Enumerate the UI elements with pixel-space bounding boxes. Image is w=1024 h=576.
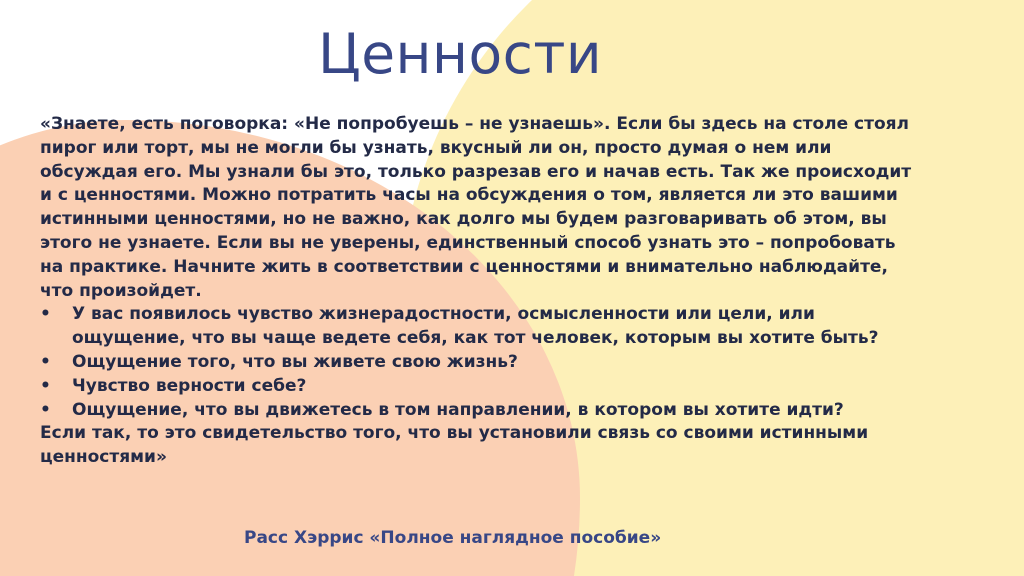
slide-title: Ценности [318,22,603,86]
bullet-item [40,351,920,375]
bullet-marker: • [40,304,51,325]
bullet-text: Ощущение, что вы движетесь в том направлении, в котором вы хотите идти? [72,399,844,420]
quote-body [40,113,920,470]
bullet-text: У вас появилось чувство жизнерадостности, осмысленности или цели, или ощущение, что вы чаще ведете себя, как тот человек, которым вы хотите быть? [72,304,879,349]
bullet-text: Ощущение того, что вы живете свою жизнь? [72,351,518,372]
bullet-list [40,303,920,422]
quote-outro: Если так, то это свидетельство того, что вы установили связь со своими истинными ценностями» [40,423,869,468]
bullet-marker: • [40,351,51,372]
bullet-marker: • [40,399,51,420]
bullet-item [40,303,920,351]
bullet-item [40,375,920,399]
bullet-marker: • [40,375,51,396]
quote-intro: «Знаете, есть поговорка: «Не попробуешь – не узнаешь». Если бы здесь на столе стоял пирог или торт, мы не могли бы узнать, вкусный ли он, просто думая о нем или обсуждая его. Мы узнали бы это, только разрезав его и начав есть. Так же происходит и с ценностями. Можно потратить часы на обсуждения о том, является ли это вашими истинными ценностями, но не важно, как долго мы будем разговаривать об этом, вы этого не узнаете. Если вы не уверены, единственный способ узнать это – попробовать на практике. Начните жить в соответствии с ценностями и внимательно наблюдайте, что произойдет. [40,114,912,301]
bullet-item [40,399,920,423]
quote-source: Расс Хэррис «Полное наглядное пособие» [244,528,662,548]
bullet-text: Чувство верности себе? [72,375,307,396]
